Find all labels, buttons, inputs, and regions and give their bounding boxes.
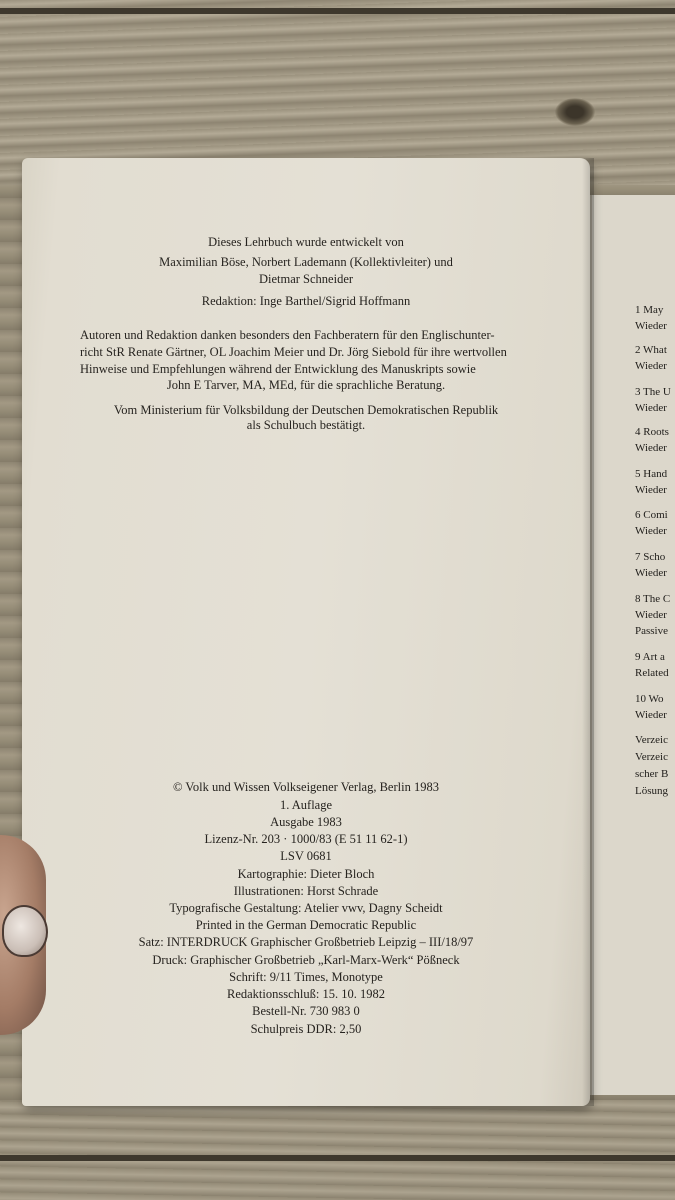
thanks-line-2: richt StR Renate Gärtner, OL Joachim Meier und Dr. Jörg Siebold für ihre wertvollen	[80, 345, 507, 359]
imprint-line: Illustrationen: Horst Schrade	[233, 884, 379, 898]
imprint-line: Bestell-Nr. 730 983 0	[252, 1004, 360, 1018]
toc-entry-sub: Related	[635, 667, 669, 679]
thumbnail	[2, 905, 48, 957]
toc-entry-title: 2 What	[635, 344, 667, 356]
toc-entry-sub: Wieder	[635, 442, 667, 454]
toc-entry-sub: Wieder	[635, 709, 667, 721]
toc-entry-sub: Wieder	[635, 567, 667, 579]
toc-entry-title: 4 Roots	[635, 426, 669, 438]
toc-tail-line: Lösung	[635, 785, 668, 797]
imprint-line: Druck: Graphischer Großbetrieb „Karl-Marx-Werk“ Pößneck	[152, 953, 460, 967]
toc-entry-title: 8 The C	[635, 593, 671, 605]
toc-entry-title: 6 Comi	[635, 509, 668, 521]
imprint-line: LSV 0681	[280, 849, 332, 863]
book-left-page	[22, 158, 590, 1106]
toc-entry-sub: Wieder	[635, 402, 667, 414]
plank-gap	[0, 8, 675, 14]
toc-tail-line: Verzeic	[635, 751, 668, 763]
toc-entry-sub: Passive	[635, 625, 668, 637]
thanks-line-1: Autoren und Redaktion danken besonders den Fachberatern für den Englischunter-	[80, 328, 495, 342]
toc-entry-title: 10 Wo	[635, 693, 664, 705]
toc-entry-title: 5 Hand	[635, 468, 668, 480]
developers-line-2: Maximilian Böse, Norbert Lademann (Kollektivleiter) und	[159, 255, 453, 269]
imprint-line: Kartographie: Dieter Bloch	[237, 867, 375, 881]
toc-entry-sub: Wieder	[635, 525, 667, 537]
toc-entry-title: 9 Art a	[635, 651, 665, 663]
imprint-copyright: © Volk und Wissen Volkseigener Verlag, Berlin 1983	[173, 780, 439, 794]
imprint-line: Schrift: 9/11 Times, Monotype	[229, 970, 383, 984]
toc-entry-sub: Wieder	[635, 484, 667, 496]
ministry-line-2: als Schulbuch bestätigt.	[246, 418, 366, 432]
editors-line: Redaktion: Inge Barthel/Sigrid Hoffmann	[201, 294, 411, 308]
developers-line-3: Dietmar Schneider	[258, 272, 354, 286]
toc-entry-title: 1 May	[635, 304, 664, 316]
developers-line-1: Dieses Lehrbuch wurde entwickelt von	[208, 235, 404, 249]
thanks-line-4: John E Tarver, MA, MEd, für die sprachliche Beratung.	[166, 378, 446, 392]
right-page-toc	[590, 195, 675, 1095]
toc-entry-title: 7 Scho	[635, 551, 666, 563]
imprint-line: Ausgabe 1983	[270, 815, 342, 829]
toc-entry-sub: Wieder	[635, 609, 667, 621]
wood-knot	[555, 98, 595, 126]
toc-entry-sub: Wieder	[635, 320, 667, 332]
imprint-line: Redaktionsschluß: 15. 10. 1982	[227, 987, 385, 1001]
toc-entry-sub: Wieder	[635, 360, 667, 372]
plank-gap	[0, 1155, 675, 1161]
imprint-line: Satz: INTERDRUCK Graphischer Großbetrieb Leipzig – III/18/97	[138, 935, 474, 949]
thanks-line-3: Hinweise und Empfehlungen während der Entwicklung des Manuskripts sowie	[80, 362, 476, 376]
imprint-price: Schulpreis DDR: 2,50	[250, 1022, 362, 1036]
imprint-line: Printed in the German Democratic Republic	[195, 918, 417, 932]
wood-background-bottom	[0, 1100, 675, 1200]
toc-entry-title: 3 The U	[635, 386, 671, 398]
imprint-line: 1. Auflage	[279, 798, 333, 812]
imprint-line: Lizenz-Nr. 203 · 1000/83 (E 51 11 62-1)	[204, 832, 408, 846]
imprint-line: Typografische Gestaltung: Atelier vwv, Dagny Scheidt	[169, 901, 443, 915]
toc-tail-line: scher B	[635, 768, 669, 780]
ministry-line-1: Vom Ministerium für Volksbildung der Deutschen Demokratischen Republik	[113, 403, 499, 417]
toc-tail-line: Verzeic	[635, 734, 668, 746]
